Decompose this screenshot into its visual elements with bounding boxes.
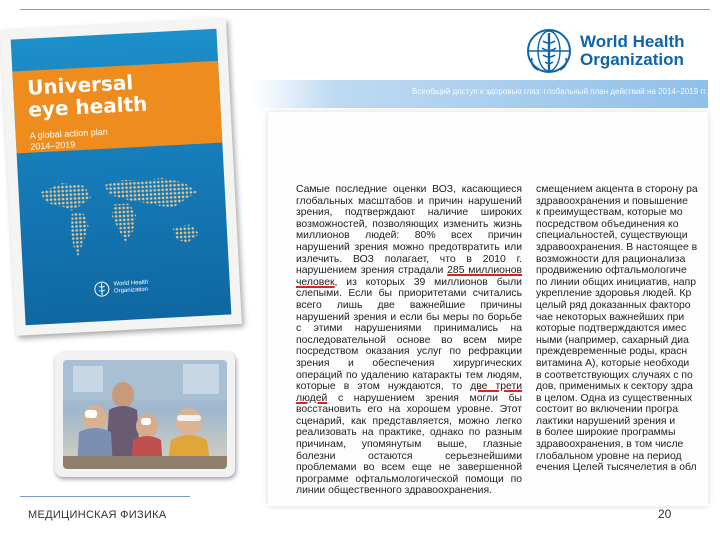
article-line: преждевременные роды, красн xyxy=(536,346,688,358)
course-title: МЕДИЦИНСКАЯ ФИЗИКА xyxy=(28,509,167,521)
who-emblem-icon xyxy=(526,28,572,74)
slide-number: 20 xyxy=(658,507,672,521)
article-line: смещением акцента в сторону ра xyxy=(536,184,698,195)
article-line: которые подтверждаются имес xyxy=(536,323,687,335)
article-scan xyxy=(268,112,708,506)
article-line: состоит во включении програ xyxy=(536,404,678,416)
article-line: ечения Целей тысячелетия в обл xyxy=(536,462,697,474)
article-line: здравоохранения и повышение xyxy=(536,195,688,207)
article-line: витамина А), которые необходи xyxy=(536,357,690,369)
highlight-two-thirds: две трети людей xyxy=(296,381,523,404)
children-photo xyxy=(55,352,235,477)
who-name xyxy=(580,33,685,69)
footer-divider xyxy=(20,496,190,497)
cover-org-line2: Organization xyxy=(113,286,149,295)
highlight-285-million: 285 миллионов человек xyxy=(296,265,522,288)
banner-text: Всеобщий доступ к здоровью глаз: глобальный план действий на 2014–2019 гг. xyxy=(412,87,708,96)
children-with-eye-patches-illustration xyxy=(63,360,227,469)
article-column-right xyxy=(536,184,708,474)
article-line: ными (например, сахарный диа xyxy=(536,334,689,346)
article-line: глобальном уровне на период xyxy=(536,450,682,462)
article-text-part2: , из которых 39 миллионов были слепыми. Если бы приоритетами считались всего лишь две важнейшие причины нарушений зрения и если бы меры по борьбе с этими нарушениями принимались на последовательной основе во всем мире посредством оказания услуг по рефракции зрения и обеспечения хирургических операций по удалению катаракты тем людям, которые в этом нуждаются, то xyxy=(296,276,522,393)
world-map-icon xyxy=(32,169,218,264)
who-emblem-icon xyxy=(93,281,110,298)
cover-artwork xyxy=(11,29,232,325)
article-line: к преимуществам, которые мо xyxy=(536,207,683,219)
article-line: здравоохранения, в том числе xyxy=(536,439,684,451)
article-line: целый ряд доказанных факторо xyxy=(536,299,691,311)
who-header-logo xyxy=(526,28,685,74)
article-line: специальностей, существующи xyxy=(536,230,688,242)
top-divider xyxy=(20,9,710,10)
who-name-line1: World Health xyxy=(580,32,685,51)
article-column-left xyxy=(296,184,522,497)
cover-org-line1: World Health xyxy=(113,279,149,288)
cover-subtitle-years: 2014–2019 xyxy=(30,139,76,152)
article-line: продвижению офтальмологиче xyxy=(536,265,687,277)
article-paragraph xyxy=(296,184,522,497)
cover-title xyxy=(27,68,199,121)
report-cover-image xyxy=(0,18,242,335)
article-line: дов, применимых к сектору здра xyxy=(536,381,693,393)
article-line: здравоохранения. В настоящее в xyxy=(536,241,698,253)
article-line: в соответствующих случаях с по xyxy=(536,369,693,381)
cover-subtitle-line1: A global action plan xyxy=(29,126,108,141)
children-photo-image xyxy=(63,360,227,469)
article-text-part1: Самые последние оценки ВОЗ, касающиеся глобальных масштабов и причин нарушений зрения, подтверждают наличие широких возможностей, позволяющих изменить жизнь миллионов людей: 80% всех причин нарушений зрения можно предотвратить или излечить. ВОЗ полагает, что в 2010 г. нарушением зрения страдали xyxy=(296,184,522,277)
article-line: лактики нарушений зрения и xyxy=(536,415,676,427)
article-line: в целом. Одна из существенных xyxy=(536,392,693,404)
article-line: чае некоторых важнейших при xyxy=(536,311,685,323)
cover-title-line2: eye health xyxy=(27,91,148,122)
article-line: посредством объединения ко xyxy=(536,218,679,230)
article-text-part3: с нарушением зрения могли бы восстановить его на хорошем уровне. Этот сценарий, как представляется, можно легко реализовать на практике, однако по разным причинам, упомянутым выше, глазные болезни остаются серьезнейшими проблемами во всем еще не завершенной программе офтальмологической помощи по линии общественного здравоохранения. xyxy=(296,392,522,497)
article-line: укрепление здоровья людей. Кр xyxy=(536,288,692,300)
title-banner xyxy=(252,80,708,108)
article-line: возможности для рационализа xyxy=(536,253,686,265)
cover-title-line1: Universal xyxy=(26,70,134,100)
cover-who-logo xyxy=(93,279,148,298)
article-line: в более широкие программы xyxy=(536,427,676,439)
who-name-line2: Organization xyxy=(580,50,684,69)
article-line: по линии общих инициатив, напр xyxy=(536,276,696,288)
